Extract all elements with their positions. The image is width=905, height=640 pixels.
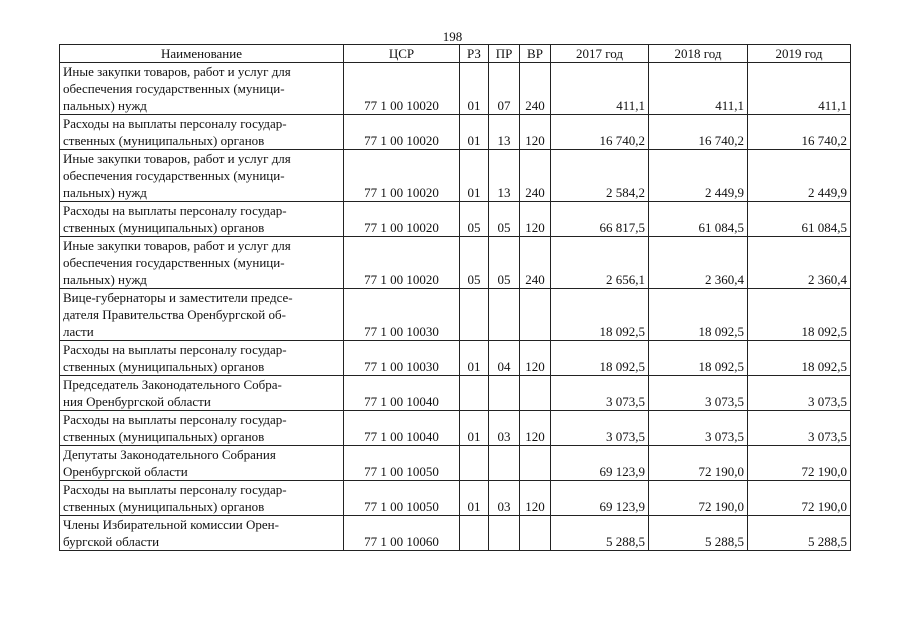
pr-cell: 03 [489, 411, 520, 446]
name-line: Иные закупки товаров, работ и услуг для [63, 64, 291, 79]
value-2018-cell: 18 092,5 [649, 341, 748, 376]
pr-cell: 03 [489, 481, 520, 516]
vr-cell: 120 [520, 481, 551, 516]
value-2018-cell: 2 360,4 [649, 237, 748, 289]
pr-cell [489, 516, 520, 551]
table-row [60, 115, 851, 150]
name-line: ственных (муниципальных) органов [63, 429, 265, 444]
value-2018-cell: 3 073,5 [649, 411, 748, 446]
name-line: ственных (муниципальных) органов [63, 133, 265, 148]
csr-cell: 77 1 00 10050 [344, 446, 460, 481]
budget-table [59, 44, 851, 551]
name-line: Расходы на выплаты персоналу государ- [63, 482, 287, 497]
name-line: ственных (муниципальных) органов [63, 220, 265, 235]
rz-cell: 01 [460, 341, 489, 376]
table-row [60, 481, 851, 516]
name-line: Иные закупки товаров, работ и услуг для [63, 151, 291, 166]
vr-cell: 120 [520, 115, 551, 150]
header-row [60, 45, 851, 63]
value-2019-cell: 3 073,5 [748, 411, 851, 446]
name-line: Члены Избирательной комиссии Орен- [63, 517, 279, 532]
value-2017-cell: 16 740,2 [551, 115, 649, 150]
name-cell [60, 341, 344, 376]
name-cell [60, 150, 344, 202]
table-row [60, 63, 851, 115]
value-2017-cell: 18 092,5 [551, 289, 649, 341]
csr-cell: 77 1 00 10040 [344, 376, 460, 411]
header-pr: ПР [489, 45, 520, 63]
pr-cell [489, 446, 520, 481]
rz-cell: 01 [460, 63, 489, 115]
name-line: ственных (муниципальных) органов [63, 359, 265, 374]
value-2019-cell: 61 084,5 [748, 202, 851, 237]
name-cell [60, 446, 344, 481]
csr-cell: 77 1 00 10030 [344, 341, 460, 376]
pr-cell: 04 [489, 341, 520, 376]
value-2017-cell: 69 123,9 [551, 481, 649, 516]
table-row [60, 376, 851, 411]
name-line: обеспечения государственных (муници- [63, 168, 285, 183]
value-2019-cell: 2 449,9 [748, 150, 851, 202]
name-line: Оренбургской области [63, 464, 188, 479]
rz-cell: 01 [460, 150, 489, 202]
vr-cell [520, 376, 551, 411]
value-2017-cell: 411,1 [551, 63, 649, 115]
value-2019-cell: 3 073,5 [748, 376, 851, 411]
pr-cell [489, 289, 520, 341]
name-line: ственных (муниципальных) органов [63, 499, 265, 514]
name-line: ния Оренбургской области [63, 394, 211, 409]
name-line: Вице-губернаторы и заместители предсе- [63, 290, 293, 305]
name-line: пальных) нужд [63, 185, 147, 200]
name-line: дателя Правительства Оренбургской об- [63, 307, 286, 322]
value-2018-cell: 72 190,0 [649, 446, 748, 481]
value-2018-cell: 18 092,5 [649, 289, 748, 341]
vr-cell: 120 [520, 341, 551, 376]
vr-cell: 240 [520, 237, 551, 289]
value-2017-cell: 2 584,2 [551, 150, 649, 202]
value-2018-cell: 61 084,5 [649, 202, 748, 237]
pr-cell: 05 [489, 202, 520, 237]
name-line: Расходы на выплаты персоналу государ- [63, 116, 287, 131]
header-2017: 2017 год [551, 45, 649, 63]
header-rz: РЗ [460, 45, 489, 63]
rz-cell: 05 [460, 237, 489, 289]
name-line: бургской области [63, 534, 160, 549]
value-2019-cell: 72 190,0 [748, 481, 851, 516]
table-row [60, 516, 851, 551]
pr-cell: 07 [489, 63, 520, 115]
rz-cell: 01 [460, 115, 489, 150]
name-cell [60, 63, 344, 115]
value-2017-cell: 3 073,5 [551, 411, 649, 446]
csr-cell: 77 1 00 10040 [344, 411, 460, 446]
csr-cell: 77 1 00 10050 [344, 481, 460, 516]
csr-cell: 77 1 00 10020 [344, 115, 460, 150]
value-2019-cell: 16 740,2 [748, 115, 851, 150]
name-cell [60, 289, 344, 341]
name-line: Расходы на выплаты персоналу государ- [63, 203, 287, 218]
rz-cell [460, 446, 489, 481]
header-2018: 2018 год [649, 45, 748, 63]
name-cell [60, 376, 344, 411]
csr-cell: 77 1 00 10020 [344, 237, 460, 289]
value-2019-cell: 18 092,5 [748, 341, 851, 376]
vr-cell [520, 446, 551, 481]
value-2017-cell: 18 092,5 [551, 341, 649, 376]
vr-cell [520, 289, 551, 341]
value-2018-cell: 5 288,5 [649, 516, 748, 551]
value-2017-cell: 3 073,5 [551, 376, 649, 411]
value-2018-cell: 72 190,0 [649, 481, 748, 516]
table-row [60, 411, 851, 446]
name-cell [60, 481, 344, 516]
name-cell [60, 237, 344, 289]
csr-cell: 77 1 00 10060 [344, 516, 460, 551]
vr-cell: 120 [520, 411, 551, 446]
header-vr: ВР [520, 45, 551, 63]
table-row [60, 446, 851, 481]
pr-cell: 13 [489, 115, 520, 150]
name-cell [60, 411, 344, 446]
name-line: Расходы на выплаты персоналу государ- [63, 342, 287, 357]
name-line: Иные закупки товаров, работ и услуг для [63, 238, 291, 253]
name-line: обеспечения государственных (муници- [63, 255, 285, 270]
vr-cell: 240 [520, 63, 551, 115]
rz-cell: 01 [460, 411, 489, 446]
value-2019-cell: 72 190,0 [748, 446, 851, 481]
csr-cell: 77 1 00 10020 [344, 202, 460, 237]
pr-cell: 05 [489, 237, 520, 289]
csr-cell: 77 1 00 10020 [344, 150, 460, 202]
name-line: Расходы на выплаты персоналу государ- [63, 412, 287, 427]
header-csr: ЦСР [344, 45, 460, 63]
value-2019-cell: 18 092,5 [748, 289, 851, 341]
name-cell [60, 516, 344, 551]
value-2017-cell: 5 288,5 [551, 516, 649, 551]
value-2019-cell: 2 360,4 [748, 237, 851, 289]
vr-cell: 120 [520, 202, 551, 237]
rz-cell [460, 376, 489, 411]
rz-cell: 01 [460, 481, 489, 516]
vr-cell: 240 [520, 150, 551, 202]
csr-cell: 77 1 00 10020 [344, 63, 460, 115]
csr-cell: 77 1 00 10030 [344, 289, 460, 341]
value-2017-cell: 69 123,9 [551, 446, 649, 481]
value-2017-cell: 2 656,1 [551, 237, 649, 289]
page-number: 198 [442, 29, 463, 44]
value-2019-cell: 5 288,5 [748, 516, 851, 551]
header-name: Наименование [60, 45, 344, 63]
table-row [60, 341, 851, 376]
header-2019: 2019 год [748, 45, 851, 63]
value-2019-cell: 411,1 [748, 63, 851, 115]
name-line: пальных) нужд [63, 272, 147, 287]
name-line: Депутаты Законодательного Собрания [63, 447, 276, 462]
rz-cell: 05 [460, 202, 489, 237]
rz-cell [460, 289, 489, 341]
value-2018-cell: 3 073,5 [649, 376, 748, 411]
table-row [60, 150, 851, 202]
value-2018-cell: 411,1 [649, 63, 748, 115]
name-line: Председатель Законодательного Собра- [63, 377, 282, 392]
name-line: пальных) нужд [63, 98, 147, 113]
name-line: обеспечения государственных (муници- [63, 81, 285, 96]
value-2017-cell: 66 817,5 [551, 202, 649, 237]
value-2018-cell: 2 449,9 [649, 150, 748, 202]
table-row [60, 202, 851, 237]
name-line: ласти [63, 324, 94, 339]
name-cell [60, 115, 344, 150]
rz-cell [460, 516, 489, 551]
table-row [60, 237, 851, 289]
table-body [60, 63, 851, 551]
vr-cell [520, 516, 551, 551]
name-cell [60, 202, 344, 237]
value-2018-cell: 16 740,2 [649, 115, 748, 150]
table-row [60, 289, 851, 341]
pr-cell: 13 [489, 150, 520, 202]
pr-cell [489, 376, 520, 411]
